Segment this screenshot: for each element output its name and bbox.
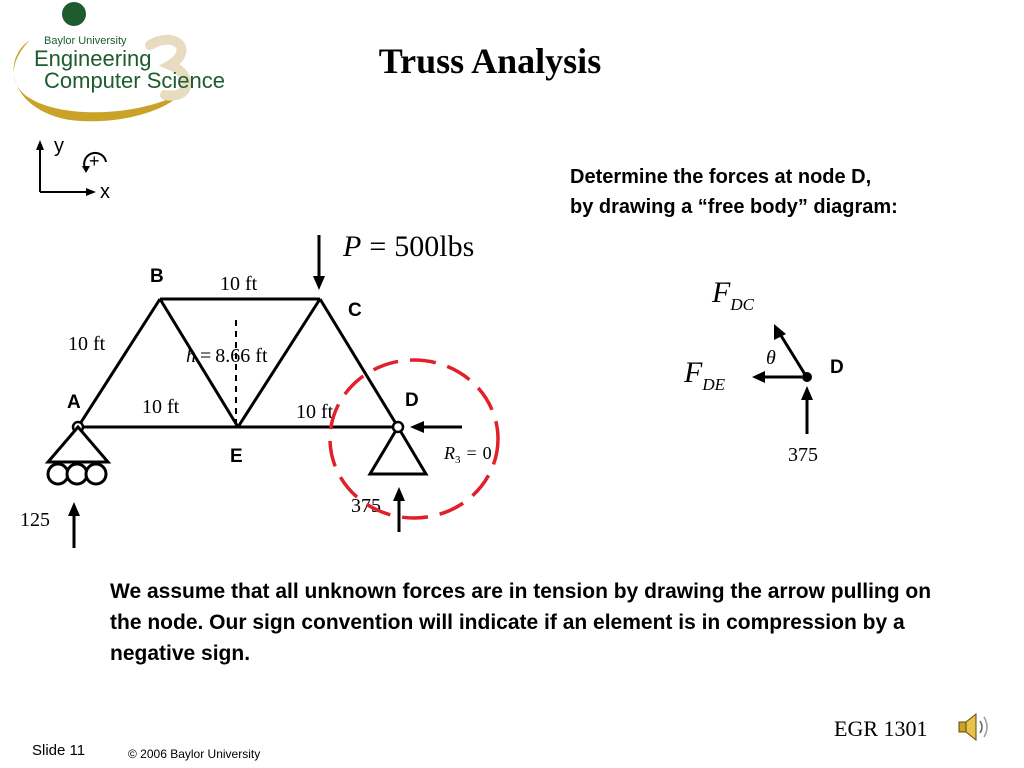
speaker-icon[interactable] [956,710,992,744]
reaction-a-value: 125 [20,509,50,531]
fde-subscript: DE [702,375,725,394]
reaction-a-arrowhead [68,502,80,516]
fbd-node-label: D [830,357,844,378]
r3-symbol: R [444,443,455,463]
dim-inner-left: 10 ft [142,396,180,418]
r3-value: 0 [482,443,492,463]
load-arrowhead [313,276,325,290]
r3-label [443,443,492,466]
load-unit: lbs [439,230,475,263]
height-symbol: h [186,345,196,367]
fbd-node-d [802,372,812,382]
load-label [342,230,474,263]
speaker-cone [966,714,976,740]
logo-computer-science: Computer Science [44,68,225,93]
fbd-reaction-arrowhead [801,386,813,400]
instruction-line-2: by drawing a “free body” diagram: [570,196,898,218]
x-axis-arrowhead [86,188,96,196]
fbd-reaction-value: 375 [788,444,818,466]
course-label: EGR 1301 [834,716,928,741]
load-symbol: P [343,230,362,263]
fde-symbol: F [684,356,703,389]
height-equals: = [200,345,212,367]
rotation-label: + [89,151,100,171]
coordinate-axes [30,130,130,205]
node-label-b: B [150,266,164,287]
copyright: © 2006 Baylor University [128,747,261,761]
height-value: 8.66 ft [215,345,268,367]
reaction-d-arrowhead [393,487,405,501]
reaction-d-value: 375 [351,495,381,517]
r3-equals: = [466,443,477,463]
fdc-subscript: DC [730,295,754,314]
y-axis-arrowhead [36,140,44,150]
dim-top-span: 10 ft [220,273,258,295]
sound-wave-1 [980,721,982,733]
support-a-triangle [48,427,108,462]
speaker-body [959,722,966,732]
dim-left-diag: 10 ft [68,333,106,355]
logo-university: Baylor University [44,35,127,47]
truss-diagram [0,220,540,560]
theta-label: θ [766,347,776,369]
pin-d [393,422,403,432]
logo-engineering: Engineering [34,46,152,71]
support-d-triangle [370,427,426,474]
fdc-arrowhead [774,324,786,340]
node-label-d: D [405,390,419,411]
dim-inner-right: 10 ft [296,401,334,423]
fdc-symbol: F [712,276,731,309]
instruction-line-1: Determine the forces at node D, [570,166,872,188]
x-axis-label: x [100,181,110,203]
instruction-text [570,162,898,222]
y-axis-label: y [54,135,64,157]
load-value: 500 [394,230,440,263]
body-paragraph: We assume that all unknown forces are in tension by drawing the arrow pulling on the node. Our sign convention will indicate if an element is in compression by a negative sign. [110,580,932,665]
load-equals: = [369,230,387,263]
node-label-e: E [230,446,243,467]
page-title: Truss Analysis [378,41,602,81]
roller-2 [67,464,87,484]
fdc-label [711,276,755,314]
logo-dot [62,2,86,26]
roller-3 [86,464,106,484]
fdc-arrow-shaft [780,334,806,376]
r3-subscript: 3 [455,454,461,466]
slide-number: Slide 11 [32,742,86,759]
fde-arrowhead [752,371,765,383]
sound-wave-2 [984,717,987,737]
node-label-c: C [348,300,362,321]
node-label-a: A [67,392,81,413]
node-d-highlight [330,360,498,518]
roller-1 [48,464,68,484]
fde-label [683,356,726,394]
free-body-diagram [670,262,870,472]
r3-arrowhead [410,421,424,433]
